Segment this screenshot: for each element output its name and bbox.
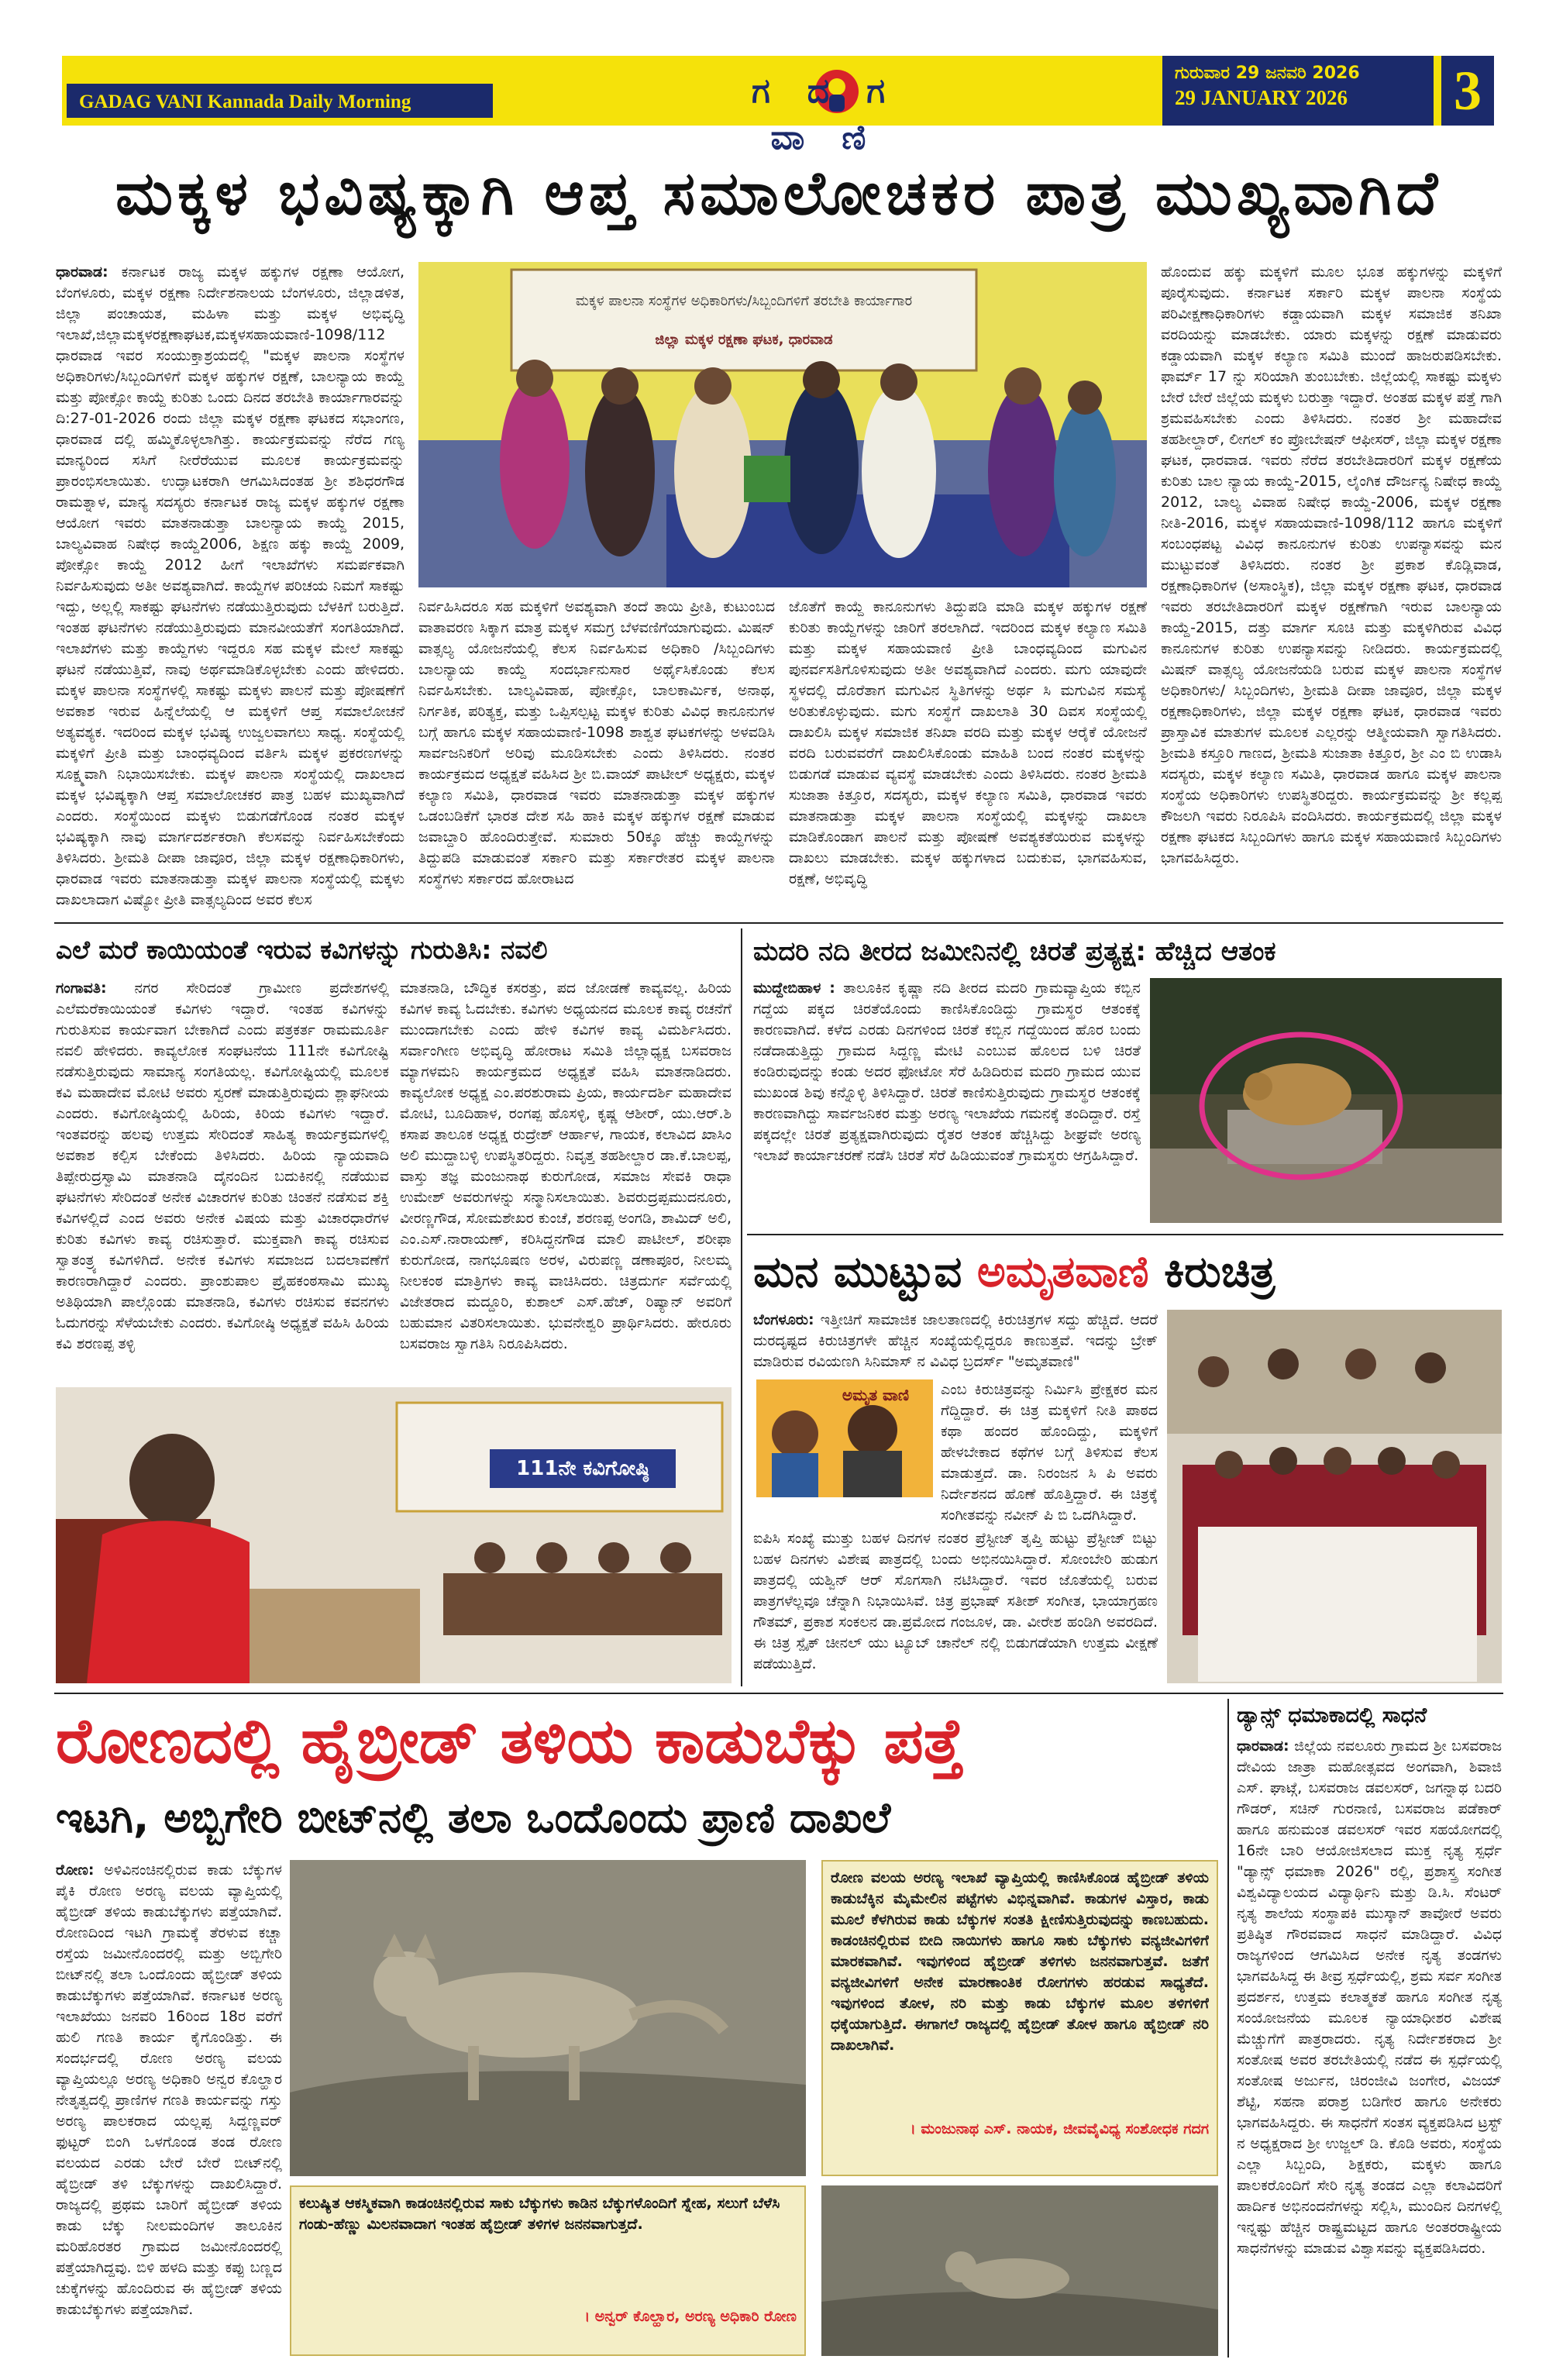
story5-quote-box (821, 1860, 1218, 2176)
story4-bottom (753, 1528, 1158, 1683)
story4-group-photo (1167, 1310, 1502, 1683)
story4-headline (753, 1240, 1502, 1305)
story1-dateline: ಧಾರವಾಡ: (56, 263, 108, 281)
masthead (62, 56, 1494, 157)
story6-body (1237, 1736, 1502, 2356)
story1-headline: ಮಕ್ಕಳ ಭವಿಷ್ಯಕ್ಕಾಗಿ ಆಪ್ತ ಸಮಾಲೋಚಕರ ಪಾತ್ರ ಮುಖ್ಯವಾಗಿದೆ (115, 159, 1443, 229)
story4-headline-suffix: ಕಿರುಚಿತ್ರ (1164, 1247, 1275, 1297)
story5-dateline: ರೋಣ: (56, 1862, 95, 1879)
story2-photo (56, 1387, 732, 1683)
date-box (1162, 56, 1434, 126)
story3-headline: ಮದರಿ ನದಿ ತೀರದ ಜಮೀನಿನಲ್ಲಿ ಚಿರತೆ ಪ್ರತ್ಯಕ್ಷ: ಹೆಚ್ಚಿದ ಆತಂಕ (753, 936, 1276, 967)
story5-quote-text: ರೋಣ ವಲಯ ಅರಣ್ಯ ಇಲಾಖೆ ವ್ಯಾಪ್ತಿಯಲ್ಲಿ ಕಾಣಿಸಿಕೊಂಡ ಹೈಬ್ರೀಡ್ ತಳಿಯ ಕಾಡುಬೆಕ್ಕಿನ ಮೈಮೇಲಿನ ಪಟ್ಟೆಗಳು ವಿಭಿನ್ನವಾಗಿವೆ. ಕಾಡುಗಳ ವಿಸ್ತಾರ, ಕಾಡು ಮೂಲೆ ಕೆಳಗಿರುವ ಕಾಡು ಬೆಕ್ಕುಗಳ ಸಂತತಿ ಕ್ಷೀಣಿಸುತ್ತಿರುವುದನ್ನು ಕಾಣಬಹುದು. ಕಾಡಂಚಿನಲ್ಲಿರುವ ಬೀದಿ ನಾಯಿಗಳು ಹಾಗೂ ಸಾಕು ಬೆಕ್ಕುಗಳು ವನ್ಯಜೀವಿಗಳಿಗೆ ಮಾರಕವಾಗಿವೆ. ಇವುಗಳಿಂದ ಹೈಬ್ರೀಡ್ ತಳಿಗಳು ಜನನವಾಗುತ್ತವೆ. ಜತೆಗೆ ವನ್ಯಜೀವಿಗಳಿಗೆ ಅನೇಕ ಮಾರಣಾಂತಿಕ ರೋಗಗಳು ಹರಡುವ ಸಾಧ್ಯತೆದೆ. ಇವುಗಳಿಂದ ತೋಳ, ನರಿ ಮತ್ತು ಕಾಡು ಬೆಕ್ಕುಗಳ ಮೂಲ ತಳಿಗಳಿಗೆ ಧಕ್ಕೆಯಾಗುತ್ತಿದೆ. ಈಗಾಗಲೆ ರಾಜ್ಯದಲ್ಲಿ ಹೈಬ್ರೀಡ್ ತೋಳ ಹಾಗೂ ಹೈಬ್ರೀಡ್ ನರಿ ದಾಖಲಾಗಿವೆ. (831, 1869, 1209, 2054)
story5-subheadline: ಇಟಗಿ, ಅಬ್ಬಿಗೇರಿ ಬೀಟ್‌ನಲ್ಲಿ ತಲಾ ಒಂದೊಂದು ಪ್ರಾಣಿ ದಾಖಲೆ (56, 1793, 891, 1842)
story2-col2 (400, 978, 732, 1377)
story4-dateline: ಬೆಂಗಳೂರು: (753, 1311, 814, 1328)
story1-col2-text: ನಿರ್ವಹಿಸಿದರೂ ಸಹ ಮಕ್ಕಳಿಗೆ ಅವಶ್ಯವಾಗಿ ತಂದೆ ತಾಯಿ ಪ್ರೀತಿ, ಕುಟುಂಬದ ವಾತಾವರಣ ಸಿಕ್ಕಾಗ ಮಾತ್ರ ಮಕ್ಕಳ ಸಮಗ್ರ ಬೆಳವಣಿಗೆಯಾಗುವುದು. ಮಿಷನ್ ವಾತ್ಸಲ್ಯ ಯೋಜನೆಯಲ್ಲಿ ಕೆಲಸ ನಿರ್ವಹಿಸುವ ಅಧಿಕಾರಿ /ಸಿಬ್ಬಂದಿಗಳು ಬಾಲನ್ಯಾಯ ಕಾಯ್ದೆ ಸಂದರ್ಭಾನುಸಾರ ಅರ್ಥೈಸಿಕೊಂಡು ಕೆಲಸ ನಿರ್ವಹಿಸಬೇಕು. ಬಾಲ್ಯವಿವಾಹ, ಪೋಕ್ಸೋ, ಬಾಲಕಾರ್ಮಿಕ, ಅನಾಥ, ನಿರ್ಗತಿಕ, ಪರಿತ್ಯಕ್ತ, ಮತ್ತು ಒಪ್ಪಿಸಲ್ಪಟ್ಟ ಮಕ್ಕಳ ಕುರಿತು ವಿವಿಧ ಕಾನೂನುಗಳ ಬಗ್ಗೆ ಹಾಗೂ ಮಕ್ಕಳ ಸಹಾಯವಾಣಿ-1098 ಶಾಶ್ವತ ಘಟಕಗಳನ್ನು ಅಳವಡಿಸಿ ಸಾರ್ವಜನಿಕರಿಗೆ ಅರಿವು ಮೂಡಿಸಬೇಕು ಎಂದು ತಿಳಿಸಿದರು. ನಂತರ ಕಾರ್ಯಕ್ರಮದ ಅಧ್ಯಕ್ಷತೆ ವಹಿಸಿದ ಶ್ರೀ ಬಿ.ವಾಯ್ ಪಾಟೀಲ್ ಅಧ್ಯಕ್ಷರು, ಮಕ್ಕಳ ಕಲ್ಯಾಣ ಸಮಿತಿ, ಧಾರವಾಡ ಇವರು ಮಾತನಾಡುತ್ತಾ ಮಕ್ಕಳ ಹಕ್ಕುಗಳ ಒಡಂಬಡಿಕೆಗೆ ಭಾರತ ದೇಶ ಸಹಿ ಹಾಕಿ ಮಕ್ಕಳ ಹಕ್ಕುಗಳ ರಕ್ಷಣೆ ಮಾಡುವ ಜವಾಬ್ದಾರಿ ಹೊಂದಿರುತ್ತೇವೆ. ಸುಮಾರು 50ಕ್ಕೂ ಹೆಚ್ಚು ಕಾಯ್ದೆಗಳನ್ನು ತಿದ್ದುಪಡಿ ಮಾಡುವಂತೆ ಸರ್ಕಾರಿ ಮತ್ತು ಸರ್ಕಾರೇತರ ಮಕ್ಕಳ ಪಾಲನಾ ಸಂಸ್ಥೆಗಳು ಸರ್ಕಾರದ ಹೋರಾಟದ (418, 598, 775, 887)
story4-top-text: ಇತ್ತೀಚಿಗೆ ಸಾಮಾಜಿಕ ಜಾಲತಾಣದಲ್ಲಿ ಕಿರುಚಿತ್ರಗಳ ಸದ್ದು ಹೆಚ್ಚಿದೆ. ಆದರೆ ದುರದೃಷ್ಟದ ಕಿರುಚಿತ್ರಗಳೇ ಹೆಚ್ಚಿನ ಸಂಖ್ಯೆಯಲ್ಲಿದ್ದರೂ ಕಾಣುತ್ತವೆ. ಇದನ್ನು ಬ್ರೇಕ್ ಮಾಡಿರುವ ರವಿಯಣಗಿ ಸಿನಿಮಾಸ್ ನ ವಿವಿಧ ಬ್ರದರ್ಸ್ "ಅಮೃತವಾಣಿ" (753, 1311, 1158, 1370)
story5-cat-photo-2 (821, 2185, 1218, 2356)
story3-body (753, 978, 1141, 1226)
story3-dateline: ಮುದ್ದೇಬಿಹಾಳ : (753, 980, 835, 997)
story6-headline: ಡ್ಯಾನ್ಸ್ ಧಮಾಕಾದಲ್ಲಿ ಸಾಧನೆ (1237, 1703, 1427, 1727)
story1-col1 (56, 262, 404, 913)
story1-photo (418, 262, 1147, 587)
story1-photo-banner: ಮಕ್ಕಳ ಪಾಲನಾ ಸಂಸ್ಥೆಗಳ ಅಧಿಕಾರಿಗಳು/ಸಿಬ್ಬಂದಿಗಳಿಗೆ ತರಬೇತಿ ಕಾರ್ಯಾಗಾರ (575, 293, 913, 309)
story4-poster-title: ಅಮೃತ ವಾಣಿ (842, 1386, 910, 1404)
story2-col1-text: ನಗರ ಸೇರಿದಂತೆ ಗ್ರಾಮೀಣ ಪ್ರದೇಶಗಳಲ್ಲಿ ಎಲೆಮರೆಕಾಯಿಯಂತೆ ಕವಿಗಳು ಇದ್ದಾರೆ. ಇಂತಹ ಕವಿಗಳನ್ನು ಗುರುತಿಸುವ ಕಾರ್ಯವಾಗ ಬೇಕಾಗಿದೆ ಎಂದು ಪತ್ರಕರ್ತ ರಾಮಮೂರ್ತಿ ನವಲಿ ಹೇಳಿದರು. ಕಾವ್ಯಲೋಕ ಸಂಘಟನೆಯ 111ನೇ ಕವಿಗೋಷ್ಟಿ ನಡೆಸುತ್ತಿರುವುದು ಸಾಮಾನ್ಯ ಸಂಗತಿಯಲ್ಲ. ಕವಿಗೋಷ್ಟಿಯಲ್ಲಿ ಮೂಲಕ ಕವಿ ಮಹಾದೇವ ಮೋಟಿ ಅವರು ಸ್ವರಣೆ ಮಾಡುತ್ತಿರುವುದು ಶ್ಲಾಘನೀಯ ಎಂದರು. ಕವಿಗೋಷ್ಠಿಯಲ್ಲಿ ಹಿರಿಯ, ಕಿರಿಯ ಕವಿಗಳು ಇದ್ದಾರೆ. ಇಂತವರನ್ನು ಹಲವು ಉತ್ತಮ ಸೇರಿದಂತೆ ಸಾಹಿತ್ಯ ಕಾರ್ಯಕ್ರಮಗಳಲ್ಲಿ ಅವಕಾಶ ಕಲ್ಪಿಸ ಬೇಕೆಂದು ತಿಳಿಸಿದರು. ಹಿರಿಯ ನ್ಯಾಯವಾದಿ ತಿಪ್ಪೇರುದ್ರಸ್ವಾಮಿ ಮಾತನಾಡಿ ದೈನಂದಿನ ಬದುಕಿನಲ್ಲಿ ನಡೆಯುವ ಘಟನೆಗಳು ಸೇರಿದಂತೆ ಅನೇಕ ವಿಚಾರಗಳ ಕುರಿತು ಚಿಂತನೆ ನಡೆಸುವ ಶಕ್ತಿ ಕವಿಗಳಲ್ಲಿದೆ ಎಂದ ಅವರು ಅನೇಕ ವಿಷಯ ಮತ್ತು ವಿಚಾರಧಾರೆಗಳ ಕುರಿತು ಕವಿಗಳು ಕಾವ್ಯ ರಚಿಸುತ್ತಾರೆ. ಮುಕ್ತವಾಗಿ ಕಾವ್ಯ ರಚಿಸುವ ಸ್ವಾತಂತ್ರ್ಯ ಕವಿಗಳಿಗಿದೆ. ಅನೇಕ ಕವಿಗಳು ಸಮಾಜದ ಬದಲಾವಣೆಗೆ ಕಾರಣರಾಗಿದ್ದಾರೆ ಎಂದರು. ಪ್ರಾಂಶುಪಾಲ ಪ್ರೈಹಕಂಠಸಾಮಿ ಮುಖ್ಯ ಅತಿಥಿಯಾಗಿ ಪಾಲ್ಗೊಂಡು ಮಾತನಾಡಿ, ಕವಿಗಳು ರಚಿಸುವ ಕವನಗಳು ಓದುಗರನ್ನು ಸೆಳೆಯಬೇಕು ಎಂದರು. ಕವಿಗೋಷ್ಠಿ ಅಧ್ಯಕ್ಷತೆ ವಹಿಸಿ ಹಿರಿಯ ಕವಿ ಶರಣಪ್ಪ ತಳ್ಳಿ (56, 980, 389, 1352)
story1-photo-banner-2: ಜಿಲ್ಲಾ ಮಕ್ಕಳ ರಕ್ಷಣಾ ಘಟಕ, ಧಾರವಾಡ (655, 332, 833, 348)
story2-headline: ಎಲೆ ಮರೆ ಕಾಯಿಯಂತೆ ಇರುವ ಕವಿಗಳನ್ನು ಗುರುತಿಸಿ: ನವಲಿ (56, 935, 548, 965)
story2-dateline: ಗಂಗಾವತಿ: (56, 980, 107, 997)
story4-headline-highlight: ಅಮೃತವಾಣಿ (976, 1247, 1149, 1297)
story6-body-text: ಜಿಲ್ಲೆಯ ನವಲೂರು ಗ್ರಾಮದ ಶ್ರೀ ಬಸವರಾಜ ದೇವಿಯ ಜಾತ್ರಾ ಮಹೋತ್ಸವದ ಅಂಗವಾಗಿ, ಶಿವಾಜಿ ಎಸ್. ಘಾಟ್ಗೆ, ಬಸವರಾಜ ಡವಲಸರ್, ಜಗನ್ನಾಥ ಬದರಿ ಗೌಡರ್, ಸಚಿನ್ ಗುರನಾಣಿ, ಬಸವರಾಜ ಪಡೆಕಾರ್ ಹಾಗೂ ಹನುಮಂತ ಡವಲಸರ್ ಇವರ ಸಹಯೋಗದಲ್ಲಿ 16ನೇ ಬಾರಿ ಆಯೋಜಿಸಲಾದ ಮುಕ್ತ ನೃತ್ಯ ಸ್ಪರ್ಧೆ "ಡ್ಯಾನ್ಸ್ ಧಮಾಕಾ 2026" ರಲ್ಲಿ, ಪ್ರಶಾಸ್ತ್ರ ಸಂಗೀತ ವಿಶ್ವವಿದ್ಯಾಲಯದ ವಿದ್ಯಾರ್ಥಿನಿ ಮತ್ತು ಡಿ.ಸಿ. ಸೆಂಟರ್ ನೃತ್ಯ ಶಾಲೆಯ ಸಂಸ್ಥಾಪಕಿ ಮುಸ್ಕಾನ್ ತಾವೋರೆ ಅವರು ಪ್ರತಿಷ್ಠಿತ ಗೌರವವಾದ ಸಾಧನೆ ಮಾಡಿದ್ದಾರೆ. ವಿವಿಧ ರಾಜ್ಯಗಳಿಂದ ಆಗಮಿಸಿದ ಅನೇಕ ನೃತ್ಯ ತಂಡಗಳು ಭಾಗವಹಿಸಿದ್ದ ಈ ತೀವ್ರ ಸ್ಪರ್ಧೆಯಲ್ಲಿ, ಶ್ರಮ ಸರ್ವ ಸಂಗೀತ ಪ್ರದರ್ಶನ, ಉತ್ತಮ ಕಲಾತ್ಮಕತೆ ಹಾಗೂ ಸಂಗೀತ ನೃತ್ಯ ಸಂಯೋಜನೆಯ ಮೂಲಕ ನ್ಯಾಯಾಧೀಶರ ವಿಶೇಷ ಮೆಚ್ಚುಗೆಗೆ ಪಾತ್ರರಾದರು. ನೃತ್ಯ ನಿರ್ದೇಶಕರಾದ ಶ್ರೀ ಸಂತೋಷ ಅವರ ತರಬೇತಿಯಲ್ಲಿ ನಡೆದ ಈ ಸ್ಪರ್ಧೆಯಲ್ಲಿ ಸಂತೋಷ ಅರ್ಜುನ, ಚಿರಂಜೀವಿ ಜಂಗೇರ, ವಿಜಯ್ ಶೆಟ್ಟಿ, ಸಹನಾ ಪರಾಶ್ರ ಬಡಿಗೇರ ಹಾಗೂ ಅನೇಕರು ಭಾಗವಹಿಸಿದ್ದರು. ಈ ಸಾಧನೆಗೆ ಸಂತಸ ವ್ಯಕ್ತಪಡಿಸಿದ ಟ್ರಸ್ಟ್ ನ ಅಧ್ಯಕ್ಷರಾದ ಶ್ರೀ ಉಜ್ಜಲ್ ಡಿ. ಕೊಡಿ ಅವರು, ಸಂಸ್ಥೆಯ ಎಲ್ಲಾ ಸಿಬ್ಬಂದಿ, ಶಿಕ್ಷಕರು, ಮಕ್ಕಳು ಹಾಗೂ ಪಾಲಕರೊಂದಿಗೆ ಸೇರಿ ನೃತ್ಯ ತಂಡದ ಎಲ್ಲಾ ಕಲಾವಿದರಿಗೆ ಹಾರ್ದಿಕ ಅಭಿನಂದನೆಗಳನ್ನು ಸಲ್ಲಿಸಿ, ಮುಂದಿನ ದಿನಗಳಲ್ಲಿ ಇನ್ನಷ್ಟು ಹೆಚ್ಚಿನ ರಾಷ್ಟ್ರಮಟ್ಟದ ಹಾಗೂ ಅಂತರರಾಷ್ಟ್ರೀಯ ಸಾಧನೆಗಳನ್ನು ಮಾಡುವ ವಿಶ್ವಾಸವನ್ನು ವ್ಯಕ್ತಪಡಿಸಿದರು. (1237, 1738, 1502, 2257)
story1-col2 (418, 597, 775, 913)
story1-col4 (1161, 262, 1502, 913)
story1-col3-text: ಜೊತೆಗೆ ಕಾಯ್ದೆ ಕಾನೂನುಗಳು ತಿದ್ದುಪಡಿ ಮಾಡಿ ಮಕ್ಕಳ ಹಕ್ಕುಗಳ ರಕ್ಷಣೆ ಕುರಿತು ಕಾಯ್ದೆಗಳನ್ನು ಜಾರಿಗೆ ತರಲಾಗಿದೆ. ಇದರಿಂದ ಮಕ್ಕಳ ಕಲ್ಯಾಣ ಸಮಿತಿ ಮತ್ತು ಮಕ್ಕಳ ಸಹಾಯವಾಣಿ ಪ್ರೀತಿ ಬಾಂಧವ್ಯದಿಂದ ಮಗುವಿನ ಪುನರ್ವಸತಿಗೊಳಿಸುವುದು ಅತೀ ಅವಶ್ಯವಾಗಿದೆ ಎಂದರು. ಮಗು ಯಾವುದೇ ಸ್ಥಳದಲ್ಲಿ ದೊರೆತಾಗ ಮಗುವಿನ ಸ್ಥಿತಿಗಳನ್ನು ಅರ್ಥ ಸಿ ಮಗುವಿನ ಸಮಸ್ಯೆ ಅರಿತುಕೊಳ್ಳುವುದು. ಮಗು ಸಂಸ್ಥೆಗೆ ದಾಖಲಾತಿ 30 ದಿವಸ ಸಂಸ್ಥೆಯಲ್ಲಿ ದಾಖಲಿಸಿ ಮಕ್ಕಳ ಸಮಾಜಿಕ ತನಿಖಾ ವರದಿ ಮತ್ತು ಮಕ್ಕಳ ಆರೈಕೆ ಯೋಜನೆ ವರದಿ ಬರುವವರೆಗೆ ದಾಖಲಿಸಿಕೊಂಡು ಮಾಹಿತಿ ಬಂದ ನಂತರ ಮಕ್ಕಳನ್ನು ಬಿಡುಗಡೆ ಮಾಡುವ ವ್ಯವಸ್ಥೆ ಮಾಡಬೇಕು ಎಂದು ತಿಳಿಸಿದರು. ನಂತರ ಶ್ರೀಮತಿ ಸುಜಾತಾ ಕಿತ್ತೂರ, ಸದಸ್ಯರು, ಮಕ್ಕಳ ಕಲ್ಯಾಣ ಸಮಿತಿ, ಧಾರವಾಡ ಇವರು ಮಾತನಾಡುತ್ತಾ ಮಕ್ಕಳ ಪಾಲನಾ ಸಂಸ್ಥೆಯಲ್ಲಿ ಮಕ್ಕಳನ್ನು ದಾಖಲಾ ಮಾಡಿಕೊಂಡಾಗ ಪಾಲನೆ ಮತ್ತು ಪೋಷಣೆ ಅವಶ್ಯಕತೆಯಿರುವ ಮಕ್ಕಳನ್ನು ದಾಖಲು ಮಾಡಬೇಕು. ಮಕ್ಕಳ ಹಕ್ಕುಗಳಾದ ಬದುಕುವ, ಭಾಗವಹಿಸುವ, ರಕ್ಷಣೆ, ಅಭಿವೃದ್ಧಿ (789, 598, 1147, 887)
story2-col1 (56, 978, 389, 1377)
story6-dateline: ಧಾರವಾಡ: (1237, 1738, 1289, 1755)
story5-photo-caption: ಕಲುಷ್ಯಿತ ಆಕಸ್ಮಿಕವಾಗಿ ಕಾಡಂಚಿನಲ್ಲಿರುವ ಸಾಕು ಬೆಕ್ಕುಗಳು ಕಾಡಿನ ಬೆಕ್ಕುಗಳೊಂದಿಗೆ ಸ್ನೇಹ, ಸಲುಗೆ ಬೆಳೆಸಿ ಗಂಡು-ಹೆಣ್ಣು ಮಿಲನವಾದಾಗ ಇಂತಹ ಹೈಬ್ರೀಡ್ ತಳಿಗಳ ಜನನವಾಗುತ್ತದೆ. (299, 2195, 780, 2233)
story4-poster (756, 1379, 933, 1497)
date-english: 29 JANUARY 2026 (1175, 86, 1348, 109)
divider-story1-bottom (54, 922, 1503, 924)
divider-story3-bottom (747, 1234, 1503, 1235)
story4-bottom-text: ಐಪಿಸಿ ಸಂಖ್ಯೆ ಮುತ್ತು ಬಹಳ ದಿನಗಳ ನಂತರ ಪ್ರೆಸ್ಟೀಜ್ ತೃಪ್ತಿ ಹುಟ್ಟು ಪ್ರೆಸ್ಟೀಜ್ ಬಿಟ್ಟು ಬಹಳ ದಿನಗಳು ವಿಶೇಷ ಪಾತ್ರದಲ್ಲಿ ಬಂದು ಅಭಿನಯಿಸಿದ್ದಾರೆ. ಸೋಂಬೇರಿ ಹುಡುಗ ಪಾತ್ರದಲ್ಲಿ ಯಶ್ವಿನ್ ಆರ್ ಸೊಗಸಾಗಿ ನಟಿಸಿದ್ದಾರೆ. ಇವರ ಜೊತೆಯಲ್ಲಿ ಬರುವ ಪಾತ್ರಗಳೆಲ್ಲವೂ ಚೆನ್ನಾಗಿ ನಿಭಾಯಿಸಿವೆ. ಚಿತ್ರ ಪ್ರಭಾಷ್ ಸತೀಶ್ ಸಂಗೀತ, ಭಾಯಾಗ್ರಹಣ ಗೌತಮ್, ಪ್ರಕಾಶ ಸಂಕಲನ ಡಾ.ಪ್ರಮೋದ ಗಂಜೂಳ, ಡಾ. ವೀರೇಶ ಹಂಡಿಗಿ ಅವರದಿದೆ. ಈ ಚಿತ್ರ ಸ್ಪೈಕ್ ಚೀನಲ್ ಯು ಟ್ಯೂಬ್ ಚಾನೆಲ್ ನಲ್ಲಿ ಬಿಡುಗಡೆಯಾಗಿ ಉತ್ತಮ ವೀಕ್ಷಣೆ ಪಡೆಯುತ್ತಿದೆ. (753, 1530, 1158, 1672)
logo-text: ಗದಗ ವಾಣಿ (751, 71, 923, 157)
story2-col2-text: ಮಾತನಾಡಿ, ಬೌದ್ಧಿಕ ಕಸರತ್ತು, ಪದ ಜೋಡಣೆ ಕಾವ್ಯವಲ್ಲ. ಹಿರಿಯ ಕವಿಗಳ ಕಾವ್ಯ ಓದಬೇಕು. ಕವಿಗಳು ಅಧ್ಯಯನದ ಮೂಲಕ ಕಾವ್ಯ ರಚನೆಗೆ ಮುಂದಾಗಬೇಕು ಎಂದು ಹೇಳಿ ಕವಿಗಳ ಕಾವ್ಯ ವಿಮರ್ಶಿಸಿದರು. ಸರ್ವಾಂಗೀಣ ಅಭಿವೃದ್ಧಿ ಹೋರಾಟ ಸಮಿತಿ ಜಿಲ್ಲಾಧ್ಯಕ್ಷ ಬಸವರಾಜ ಮ್ಯಾಗಳಮನಿ ಕಾರ್ಯಕ್ರಮದ ಅಧ್ಯಕ್ಷತೆ ವಹಿಸಿ ಮಾತನಾಡಿದರು. ಕಾವ್ಯಲೋಕ ಅಧ್ಯಕ್ಷ ಎಂ.ಪರಶುರಾಮ ಪ್ರಿಯ, ಕಾರ್ಯದರ್ಶಿ ಮಹಾದೇವ ಮೋಟಿ, ಬೂದಿಹಾಳ, ರಂಗಪ್ಪ ಹೊಸಳ್ಳಿ, ಕೃಷ್ಣ ಆಶೀರ್, ಯು.ಆರ್.ಶಿ ಕಸಾಪ ತಾಲೂಕ ಅಧ್ಯಕ್ಷ ರುದ್ರೇಶ್ ಆರ್ಹಾಳ, ಗಾಯಕ, ಕಲಾವಿದ ಖಾಸಿಂ ಅಲಿ ಮುದ್ದಾಬಳ್ಳಿ ಉಪಸ್ಥಿತರಿದ್ದರು. ನಿವೃತ್ತ ತಹಶೀಲ್ದಾರ ಡಾ.ಕೆ.ಬಾಲಪ್ಪ, ವಾಸ್ತು ತಜ್ಞ ಮಂಜುನಾಥ ಕುರುಗೋಡ, ಸಮಾಜ ಸೇವಕಿ ರಾಧಾ ಉಮೇಶ್ ಅವರುಗಳನ್ನು ಸನ್ಮಾನಿಸಲಾಯಿತು. ಶಿವರುದ್ರಪ್ಪಮುದನೂರು, ವೀರಣ್ಣಗೌಡ, ಸೋಮಶೇಖರ ಕುಂಚೆ, ಶರಣಪ್ಪ ಅಂಗಡಿ, ಶಾಮಿದ್ ಅಲಿ, ಎಂ.ಎಸ್.ನಾರಾಯಣ್, ಕರಿಸಿದ್ದನಗೌಡ ಮಾಲಿ ಪಾಟೀಲ್, ಶರೀಫಾ ಕುರುಗೋಡ, ನಾಗಭೂಷಣ ಅರಳ, ವಿರುಪಣ್ಣ ಡಣಾಪೂರ, ನೀಲಮ್ಮ ನೀಲಕಂಠ ಮಾತ್ರಿಗಳು ಕಾವ್ಯ ವಾಚಿಸಿದರು. ಚಿತ್ರದುರ್ಗ ಸರ್ವೆಯಲ್ಲಿ ವಿಜೇತರಾದ ಮದ್ದೂರಿ, ಕುಶಾಲ್ ಎಸ್.ಹೆಚ್, ರಿಷ್ಯಾನ್ ಅವರಿಗೆ ಬಹುಮಾನ ವಿತರಿಸಲಾಯಿತು. ಭುವನೇಶ್ವರಿ ಪ್ರಾರ್ಥಿಸಿದರು. ಹೇರೂರು ಬಸವರಾಜ ಸ್ವಾಗತಿಸಿ ನಿರೂಪಿಸಿದರು. (400, 980, 732, 1352)
story1-col1-text: ಕರ್ನಾಟಕ ರಾಜ್ಯ ಮಕ್ಕಳ ಹಕ್ಕುಗಳ ರಕ್ಷಣಾ ಆಯೋಗ, ಬೆಂಗಳೂರು, ಮಕ್ಕಳ ರಕ್ಷಣಾ ನಿರ್ದೇಶನಾಲಯ ಬೆಂಗಳೂರು, ಜಿಲ್ಲಾಡಳಿತ, ಜಿಲ್ಲಾ ಪಂಚಾಯತ, ಮಹಿಳಾ ಮತ್ತು ಮಕ್ಕಳ ಅಭಿವೃದ್ಧಿ ಇಲಾಖೆ,ಜಿಲ್ಲಾಮಕ್ಕಳರಕ್ಷಣಾಘಟಕ,ಮಕ್ಕಳಸಹಾಯವಾಣಿ-1098/112 ಧಾರವಾಡ ಇವರ ಸಂಯುಕ್ತಾಶ್ರಯದಲ್ಲಿ "ಮಕ್ಕಳ ಪಾಲನಾ ಸಂಸ್ಥೆಗಳ ಅಧಿಕಾರಿಗಳು/ಸಿಬ್ಬಂದಿಗಳಿಗೆ ಮಕ್ಕಳ ಹಕ್ಕುಗಳ ರಕ್ಷಣೆ, ಬಾಲನ್ಯಾಯ ಕಾಯ್ದೆ ಮತ್ತು ಪೋಕ್ಸೋ ಕಾಯ್ದೆ ಕುರಿತು ಒಂದು ದಿನದ ತರಬೇತಿ ಕಾರ್ಯಾಗಾರವನ್ನು ದಿ:27-01-2026 ರಂದು ಜಿಲ್ಲಾ ಮಕ್ಕಳ ರಕ್ಷಣಾ ಘಟಕದ ಸಭಾಂಗಣ, ಧಾರವಾಡ ದಲ್ಲಿ ಹಮ್ಮಿಕೊಳ್ಳಲಾಗಿತ್ತು. ಕಾರ್ಯಕ್ರಮವನ್ನು ನೆರೆದ ಗಣ್ಯ ಮಾನ್ಯರಿಂದ ಸಸಿಗೆ ನೀರೆರೆಯುವ ಮೂಲಕ ಕಾರ್ಯಕ್ರಮವನ್ನು ಪ್ರಾರಂಭಿಸಲಾಯಿತು. ಉದ್ಘಾಟಕರಾಗಿ ಆಗಮಿಸಿದಂತಹ ಶ್ರೀ ಶಶಿಧರಗೌಡ ರಾಮತ್ನಾಳ, ಮಾನ್ಯ ಸದಸ್ಯರು ಕರ್ನಾಟಕ ರಾಜ್ಯ ಮಕ್ಕಳ ಹಕ್ಕುಗಳ ರಕ್ಷಣಾ ಆಯೋಗ ಇವರು ಮಾತನಾಡುತ್ತಾ ಬಾಲನ್ಯಾಯ ಕಾಯ್ದೆ 2015, ಬಾಲ್ಯವಿವಾಹ ನಿಷೇಧ ಕಾಯ್ದೆ2006, ಶಿಕ್ಷಣ ಹಕ್ಕು ಕಾಯ್ದೆ 2009, ಪೋಕ್ಸೋ ಕಾಯ್ದೆ 2012 ಹೀಗೆ ಇಲಾಖೆಗಳು ಸಮರ್ಪಕವಾಗಿ ನಿರ್ವಹಿಸುವುದು ಅತೀ ಅವಶ್ಯವಾಗಿದೆ. ಕಾಯ್ದೆಗಳ ಪರಿಚಯ ನಿಮಗೆ ಸಾಕಷ್ಟು ಇದ್ದು, ಅಲ್ಲಲ್ಲಿ ಸಾಕಷ್ಟು ಘಟನೆಗಳು ನಡೆಯುತ್ತಿರುವುದು ಬೆಳಕಿಗೆ ಬರುತ್ತಿದೆ. ಇಂತಹ ಘಟನೆಗಳು ನಡೆಯುತ್ತಿರುವುದು ಮಾನವೀಯತೆಗೆ ಸಂಗತಿಯಾಗಿದೆ. ಇಲಾಖೆಗಳು ಮತ್ತು ಕಾಯ್ದೆಗಳು ಇದ್ದರೂ ಸಹ ಮಕ್ಕಳ ಮೇಲೆ ಸಾಕಷ್ಟು ಘಟನೆ ನಡೆಯುತ್ತಿವೆ, ನಾವು ಅರ್ಥಮಾಡಿಕೊಳ್ಳಬೇಕು ಎಂದು ಹೇಳಿದರು. ಮಕ್ಕಳ ಪಾಲನಾ ಸಂಸ್ಥೆಗಳಲ್ಲಿ ಸಾಕಷ್ಟು ಮಕ್ಕಳು ಪಾಲನೆ ಮತ್ತು ಪೋಷಣೆಗೆ ಅವಕಾಶ ಇರುವ ಹಿನ್ನೆಲೆಯಲ್ಲಿ ಆ ಮಕ್ಕಳಿಗೆ ಆಪ್ತ ಸಮಾಲೋಚನೆ ಅತ್ಯವಶ್ಯಕ. ಇದರಿಂದ ಮಕ್ಕಳ ಭವಿಷ್ಯ ಉಜ್ವಲವಾಗಲು ಸಾಧ್ಯ. ಸಂಸ್ಥೆಯಲ್ಲಿ ಮಕ್ಕಳಿಗೆ ಪ್ರೀತಿ ಮತ್ತು ಬಾಂಧವ್ಯದಿಂದ ವರ್ತಿಸಿ ಮಕ್ಕಳ ಪ್ರಕರಣಗಳನ್ನು ಸೂಕ್ಷ್ಮವಾಗಿ ನಿಭಾಯಿಸಬೇಕು. ಮಕ್ಕಳ ಪಾಲನಾ ಸಂಸ್ಥೆಯಲ್ಲಿ ದಾಖಲಾದ ಮಕ್ಕಳ ಭವಿಷ್ಯಕ್ಕಾಗಿ ಆಪ್ತ ಸಮಾಲೋಚಕರ ಪಾತ್ರ ಬಹಳ ಮುಖ್ಯವಾಗಿದೆ ಎಂದರು. ಸಂಸ್ಥೆಯಿಂದ ಮಕ್ಕಳು ಬಿಡುಗಡೆಗೊಂಡ ನಂತರ ಮಕ್ಕಳ ಭವಿಷ್ಯಕ್ಕಾಗಿ ನಾವು ಮಾರ್ಗದರ್ಶಕರಾಗಿ ಕೆಲಸವನ್ನು ನಿರ್ವಹಿಸಬೇಕೆಂದು ತಿಳಿಸಿದರು. ಶ್ರೀಮತಿ ದೀಪಾ ಜಾವೂರ, ಜಿಲ್ಲಾ ಮಕ್ಕಳ ರಕ್ಷಣಾಧಿಕಾರಿಗಳು, ಧಾರವಾಡ ಇವರು ಮಾತನಾಡುತ್ತಾ ಮಕ್ಕಳ ಪಾಲನಾ ಸಂಸ್ಥೆಯಲ್ಲಿ ಮಕ್ಕಳು ದಾಖಲಾದಾಗ ವಿಷ್ಯೋ ಪ್ರೀತಿ ವಾತ್ಸಲ್ಯದಿಂದ ಅವರ ಕೆಲಸ (56, 263, 404, 908)
story3-body-text: ತಾಲೂಕಿನ ಕೃಷ್ಣಾ ನದಿ ತೀರದ ಮದರಿ ಗ್ರಾಮವ್ಯಾಪ್ತಿಯ ಕಬ್ಬಿನ ಗದ್ದೆಯ ಪಕ್ಕದ ಚಿರತೆಯೊಂದು ಕಾಣಿಸಿಕೊಂಡಿದ್ದು ಗ್ರಾಮಸ್ಥರ ಆತಂಕಕ್ಕೆ ಕಾರಣವಾಗಿದೆ. ಕಳೆದ ಎರಡು ದಿನಗಳಿಂದ ಚಿರತೆ ಕಬ್ಬಿನ ಗದ್ದೆಯಿಂದ ಹೊರ ಬಂದು ನಡೆದಾಡುತ್ತಿದ್ದು ಗ್ರಾಮದ ಸಿದ್ದಣ್ಣ ಮೇಟಿ ಎಂಬುವ ಹೊಲದ ಬಳಿ ಚಿರತೆ ಕಂಡಿರುವುದನ್ನು ಕಂಡು ಅದರ ಫೋಟೋ ಸೆರೆ ಹಿಡಿದಿರುವ ಮದರಿ ಗ್ರಾಮದ ಯುವ ಮುಖಂಡ ಶಿವು ಕನ್ನೊಳ್ಳಿ ತಿಳಿಸಿದ್ದಾರೆ. ಚಿರತೆ ಕಾಣಿಸುತ್ತಿರುವುದು ಗ್ರಾಮಸ್ಥರ ಆತಂಕಕ್ಕೆ ಕಾರಣವಾಗಿದ್ದು ಸಾರ್ವಜನಿಕರ ಮತ್ತು ಅರಣ್ಯ ಇಲಾಖೆಯ ಗಮನಕ್ಕೆ ತಂದಿದ್ದಾರೆ. ರಸ್ತೆ ಪಕ್ಕದಲ್ಲೇ ಚಿರತೆ ಪ್ರತ್ಯಕ್ಷವಾಗಿರುವುದು ರೈತರ ಆತಂಕ ಹೆಚ್ಚಿಸಿದ್ದು ಶೀಘ್ರವೇ ಅರಣ್ಯ ಇಲಾಖೆ ಕಾರ್ಯಾಚರಣೆ ನಡೆಸಿ ಚಿರತೆ ಸೆರೆ ಹಿಡಿಯುವಂತೆ ಗ್ರಾಮಸ್ಥರು ಆಗ್ರಹಿಸಿದ್ದಾರೆ. (753, 980, 1141, 1164)
story4-side-text: ಎಂಬ ಕಿರುಚಿತ್ರವನ್ನು ನಿರ್ಮಿಸಿ ಪ್ರೇಕ್ಷಕರ ಮನ ಗೆದ್ದಿದ್ದಾರೆ. ಈ ಚಿತ್ರ ಮಕ್ಕಳಿಗೆ ನೀತಿ ಪಾಠದ ಕಥಾ ಹಂದರ ಹೊಂದಿದ್ದು, ಮಕ್ಕಳಿಗೆ ಹೇಳಬೇಕಾದ ಕಥೆಗಳ ಬಗ್ಗೆ ತಿಳಿಸುವ ಕೆಲಸ ಮಾಡುತ್ತದೆ. ಡಾ. ನಿರಂಜನ ಸಿ ಪಿ ಅವರು ನಿರ್ದೇಶನದ ಹೊಣೆ ಹೊತ್ತಿದ್ದಾರೆ. ಈ ಚಿತ್ರಕ್ಕೆ ಸಂಗೀತವನ್ನು ನವೀನ್ ಪಿ ಬಿ ಒದಗಿಸಿದ್ದಾರೆ. (941, 1381, 1158, 1524)
divider-middle-bottom (54, 1693, 1503, 1694)
story5-body (56, 1860, 282, 2356)
story4-side (941, 1379, 1158, 1527)
story5-quote-author: । ಮಂಜುನಾಥ ಎಸ್. ನಾಯಕ, ಜೀವವೈವಿಧ್ಯ ಸಂಶೋಧಕ ಗದಗ (910, 2120, 1209, 2137)
story1-col3 (789, 597, 1147, 913)
story5-headline: ರೋಣದಲ್ಲಿ ಹೈಬ್ರೀಡ್ ತಳಿಯ ಕಾಡುಬೆಕ್ಕು ಪತ್ತೆ (56, 1705, 965, 1777)
story4-top (753, 1310, 1158, 1373)
kavigoshti-banner: 111ನೇ ಕವಿಗೋಷ್ಠಿ (490, 1449, 676, 1488)
page-number: 3 (1438, 56, 1494, 126)
story5-body-text: ಅಳಿವಿನಂಚಿನಲ್ಲಿರುವ ಕಾಡು ಬೆಕ್ಕುಗಳ ಪೈಕಿ ರೋಣ ಅರಣ್ಯ ವಲಯ ವ್ಯಾಪ್ತಿಯಲ್ಲಿ ಹೈಬ್ರೀಡ್ ತಳಿಯ ಕಾಡುಬೆಕ್ಕುಗಳು ಪತ್ತೆಯಾಗಿವೆ. ರೋಣದಿಂದ ಇಟಗಿ ಗ್ರಾಮಕ್ಕೆ ತೆರಳುವ ಕಚ್ಚಾ ರಸ್ತೆಯ ಜಮೀನೊಂದರಲ್ಲಿ ಮತ್ತು ಅಬ್ಬಿಗೇರಿ ಬೀಟ್‌ನಲ್ಲಿ ತಲಾ ಒಂದೊಂದು ಹೈಬ್ರೀಡ್ ತಳಿಯ ಕಾಡುಬೆಕ್ಕುಗಳು ಪತ್ತೆಯಾಗಿವೆ. ಕರ್ನಾಟಕ ಅರಣ್ಯ ಇಲಾಖೆಯು ಜನವರಿ 16ರಿಂದ 18ರ ವರೆಗೆ ಹುಲಿ ಗಣತಿ ಕಾರ್ಯ ಕೈಗೊಂಡಿತ್ತು. ಈ ಸಂದರ್ಭದಲ್ಲಿ ರೋಣ ಅರಣ್ಯ ವಲಯ ವ್ಯಾಪ್ತಿಯಲ್ಲೂ ಅರಣ್ಯ ಅಧಿಕಾರಿ ಅನ್ವರ ಕೊಲ್ಹಾರ ನೇತೃತ್ವದಲ್ಲಿ ಪ್ರಾಣಿಗಳ ಗಣತಿ ಕಾರ್ಯವನ್ನು ಗಸ್ತು ಅರಣ್ಯ ಪಾಲಕರಾದ ಯಲ್ಲಪ್ಪ ಸಿದ್ದಣ್ಣವರ್ ಫುಟ್ಟರ್ ಬಿಂಗಿ ಒಳಗೊಂಡ ತಂಡ ರೋಣ ವಲಯದ ಎರಡು ಬೇರೆ ಬೇರೆ ಬೀಟ್‌ನಲ್ಲಿ ಹೈಬ್ರೀಡ್ ತಳಿ ಬೆಕ್ಕುಗಳನ್ನು ದಾಖಲಿಸಿದ್ದಾರೆ. ರಾಜ್ಯದಲ್ಲಿ ಪ್ರಥಮ ಬಾರಿಗೆ ಹೈಬ್ರೀಡ್ ತಳಿಯ ಕಾಡು ಬೆಕ್ಕು ನೀಲಮಂದಿಗಳ ತಾಲೂಕಿನ ಮರಿಹೊರತರ ಗ್ರಾಮದ ಜಮೀನೊಂದರಲ್ಲಿ ಪತ್ತೆಯಾಗಿದ್ದವು. ಬಿಳಿ ಹಳದಿ ಮತ್ತು ಕಪ್ಪು ಬಣ್ಣದ ಚುಕ್ಕೆಗಳನ್ನು ಹೊಂದಿರುವ ಈ ಹೈಬ್ರೀಡ್ ತಳಿಯ ಕಾಡುಬೆಕ್ಕುಗಳು ಪತ್ತೆಯಾಗಿವೆ. (56, 1862, 282, 2318)
story5-caption-box (290, 2185, 806, 2356)
date-kannada: ಗುರುವಾರ 29 ಜನವರಿ 2026 (1175, 64, 1360, 83)
story4-headline-prefix: ಮನ ಮುಟ್ಟುವ (753, 1247, 962, 1297)
story5-photo-caption-author: । ಅನ್ವರ್ ಕೊಲ್ಹಾರ, ಅರಣ್ಯ ಅಧಿಕಾರಿ ರೋಣ (584, 2308, 797, 2325)
story1-col4-text: ಹೊಂದುವ ಹಕ್ಕು ಮಕ್ಕಳಿಗೆ ಮೂಲ ಭೂತ ಹಕ್ಕುಗಳನ್ನು ಮಕ್ಕಳಿಗೆ ಪೂರೈಸುವುದು. ಕರ್ನಾಟಕ ಸರ್ಕಾರಿ ಮಕ್ಕಳ ಪಾಲನಾ ಸಂಸ್ಥೆಯ ಪರಿವೀಕ್ಷಣಾಧಿಕಾರಿಗಳು ಕಡ್ಡಾಯವಾಗಿ ಮಕ್ಕಳ ಸಮಾಜಿಕ ತನಿಖಾ ವರದಿಯನ್ನು ಮಾಡಬೇಕು. ಯಾರು ಮಕ್ಕಳನ್ನು ರಕ್ಷಣೆ ಮಾಡುವರು ಕಡ್ಡಾಯವಾಗಿ ಮಕ್ಕಳ ಕಲ್ಯಾಣ ಸಮಿತಿ ಮುಂದೆ ಹಾಜರುಪಡಿಸಬೇಕು. ಫಾರ್ಮ್ 17 ನ್ನು ಸರಿಯಾಗಿ ತುಂಬಬೇಕು. ಜಿಲ್ಲೆಯಲ್ಲಿ ಸಾಕಷ್ಟು ಮಕ್ಕಳು ಬೇರೆ ಬೇರೆ ಜಿಲ್ಲೆಯ ಮಕ್ಕಳು ಬರುತ್ತಾ ಇದ್ದಾರೆ. ಅಂತಹ ಮಕ್ಕಳ ಪತ್ತೆ ಗಾಗಿ ಶ್ರಮವಹಿಸಬೇಕು ಎಂದು ತಿಳಿಸಿದರು. ನಂತರ ಶ್ರೀ ಮಹಾದೇವ ತಹಶೀಲ್ದಾರ್, ಲೀಗಲ್ ಕಂ ಪ್ರೋಬೇಷನ್ ಆಫೀಸರ್, ಜಿಲ್ಲಾ ಮಕ್ಕಳ ರಕ್ಷಣಾ ಘಟಕ, ಧಾರವಾಡ. ಇವರು ನೆರೆದ ತರಬೇತಿದಾರರಿಗೆ ಮಕ್ಕಳ ರಕ್ಷಣೆಯ ಕುರಿತು ಬಾಲ ನ್ಯಾಯ ಕಾಯ್ದೆ-2015, ಲೈಂಗಿಕ ದೌರ್ಜನ್ಯ ನಿಷೇಧ ಕಾಯ್ದೆ 2012, ಬಾಲ್ಯ ವಿವಾಹ ನಿಷೇಧ ಕಾಯ್ದೆ-2006, ಮಕ್ಕಳ ರಕ್ಷಣಾ ನೀತಿ-2016, ಮಕ್ಕಳ ಸಹಾಯವಾಣಿ-1098/112 ಹಾಗೂ ಮಕ್ಕಳಿಗೆ ಸಂಬಂಧಪಟ್ಟ ವಿವಿಧ ಕಾನೂನುಗಳ ಕುರಿತು ಉಪನ್ಯಾಸವನ್ನು ಮನ ಮುಟ್ಟುವಂತೆ ತಿಳಿಸಿದರು. ನಂತರ ಶ್ರೀ ಪ್ರಕಾಶ ಕೊಡ್ಲಿವಾಡ, ರಕ್ಷಣಾಧಿಕಾರಿಗಳ (ಅಸಾಂಸ್ಥಿಕ), ಜಿಲ್ಲಾ ಮಕ್ಕಳ ರಕ್ಷಣಾ ಘಟಕ, ಧಾರವಾಡ ಇವರು ತರಬೇತಿದಾರರಿಗೆ ಮಕ್ಕಳ ರಕ್ಷಣೆಗಾಗಿ ಇರುವ ಬಾಲನ್ಯಾಯ ಕಾಯ್ದೆ-2015, ದತ್ತು ಮಾರ್ಗ ಸೂಚಿ ಮತ್ತು ಮಕ್ಕಳಿಗಿರುವ ವಿವಿಧ ಕಾನೂನುಗಳ ಕುರಿತು ಉಪನ್ಯಾಸವನ್ನು ನೀಡಿದರು. ಕಾರ್ಯಕ್ರಮದಲ್ಲಿ ಮಿಷನ್ ವಾತ್ಸಲ್ಯ ಯೋಜನೆಯಡಿ ಬರುವ ಮಕ್ಕಳ ಪಾಲನಾ ಸಂಸ್ಥೆಗಳ ಅಧಿಕಾರಿಗಳು/ ಸಿಬ್ಬಂದಿಗಳು, ಶ್ರೀಮತಿ ದೀಪಾ ಜಾವೂರ, ಜಿಲ್ಲಾ ಮಕ್ಕಳ ರಕ್ಷಣಾಧಿಕಾರಿಗಳು, ಜಿಲ್ಲಾ ಮಕ್ಕಳ ರಕ್ಷಣಾ ಘಟಕ, ಧಾರವಾಡ ಇವರು ಪ್ರಾಸ್ತಾವಿಕ ಮಾತುಗಳ ಮೂಲಕ ಎಲ್ಲರನ್ನು ಆತ್ಮೀಯವಾಗಿ ಸ್ವಾಗತಿಸಿದರು. ಶ್ರೀಮತಿ ಕಸ್ತೂರಿ ಗಾಣದ, ಶ್ರೀಮತಿ ಸುಜಾತಾ ಕಿತ್ತೂರ, ಶ್ರೀ ಎಂ ಬಿ ಉಡಾಸಿ ಸದಸ್ಯರು, ಮಕ್ಕಳ ಕಲ್ಯಾಣ ಸಮಿತಿ, ಧಾರವಾಡ ಹಾಗೂ ಮಕ್ಕಳ ಪಾಲನಾ ಸಂಸ್ಥೆಯ ಅಧಿಕಾರಿಗಳು ಉಪಸ್ಥಿತರಿದ್ದರು. ಕಾರ್ಯಕ್ರಮವನ್ನು ಶ್ರೀ ಕಲ್ಲಪ್ಪ ಕೌಜಲಗಿ ಇವರು ನಿರೂಪಿಸಿ ವಂದಿಸಿದರು. ಕಾರ್ಯಕ್ರಮದಲ್ಲಿ ಜಿಲ್ಲಾ ಮಕ್ಕಳ ರಕ್ಷಣಾ ಘಟಕದ ಸಿಬ್ಬಂದಿಗಳು ಹಾಗೂ ಮಕ್ಕಳ ಸಹಾಯವಾಣಿ ಸಿಬ್ಬಂದಿಗಳು ಭಾಗವಹಿಸಿದ್ದರು. (1161, 263, 1502, 866)
edition-label: GADAG VANI Kannada Daily Morning (67, 84, 493, 118)
gadag-vani-logo (697, 60, 976, 157)
story3-leopard-photo (1150, 978, 1502, 1223)
divider-middle-vertical (741, 928, 742, 1686)
divider-bottom-vertical (1227, 1699, 1229, 2358)
story5-cat-photo (290, 1860, 806, 2176)
